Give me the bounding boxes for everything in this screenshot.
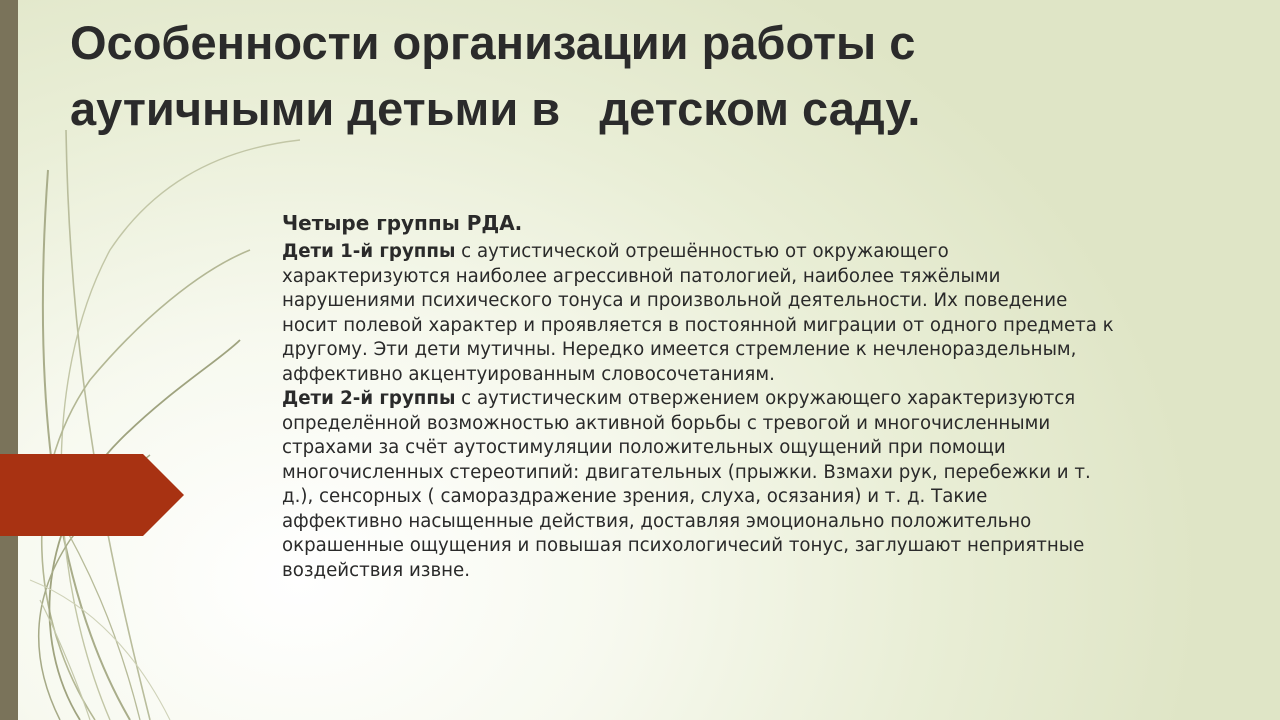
slide-content xyxy=(282,210,1212,583)
group-1-paragraph xyxy=(282,240,1212,387)
group-2-text: с аутистическим отвержением окружающего характеризуются определённой возможностью активной борьбы с тревогой и многочисленными страхами за счёт аутостимуляции положительных ощущений при помощи многочисленных стереотипий: двигательных (прыжки. Взмахи рук, перебежки и т. д.), сенсорных ( самораздражение зрения, слуха, осязания) и т. д. Такие аффективно насыщенные действия, доставляя эмоционально положительно окрашенные ощущения и повышая психологичесий тонус, заглушают неприятные воздействия извне. xyxy=(282,388,1091,581)
section-heading: Четыре группы РДА. xyxy=(282,211,523,235)
accent-arrow-shape xyxy=(0,454,184,536)
title-line-2: аутичными детьми в детском саду. xyxy=(70,82,921,135)
group-1-text: с аутистической отрешённостью от окружающего характеризуются наиболее агрессивной патологией, наиболее тяжёлыми нарушениями психического тонуса и произвольной деятельности. Их поведение носит полевой характер и проявляется в постоянной миграции от одного предмета к другому. Эти дети мутичны. Нередко имеется стремление к нечленораздельным, аффективно акцентуированным словосочетаниям. xyxy=(282,241,1114,385)
title-line-1: Особенности организации работы с xyxy=(70,16,916,69)
group-2-paragraph xyxy=(282,387,1212,583)
slide-title xyxy=(70,10,1220,142)
group-2-label: Дети 2-й группы xyxy=(282,388,456,409)
group-1-label: Дети 1-й группы xyxy=(282,241,456,262)
